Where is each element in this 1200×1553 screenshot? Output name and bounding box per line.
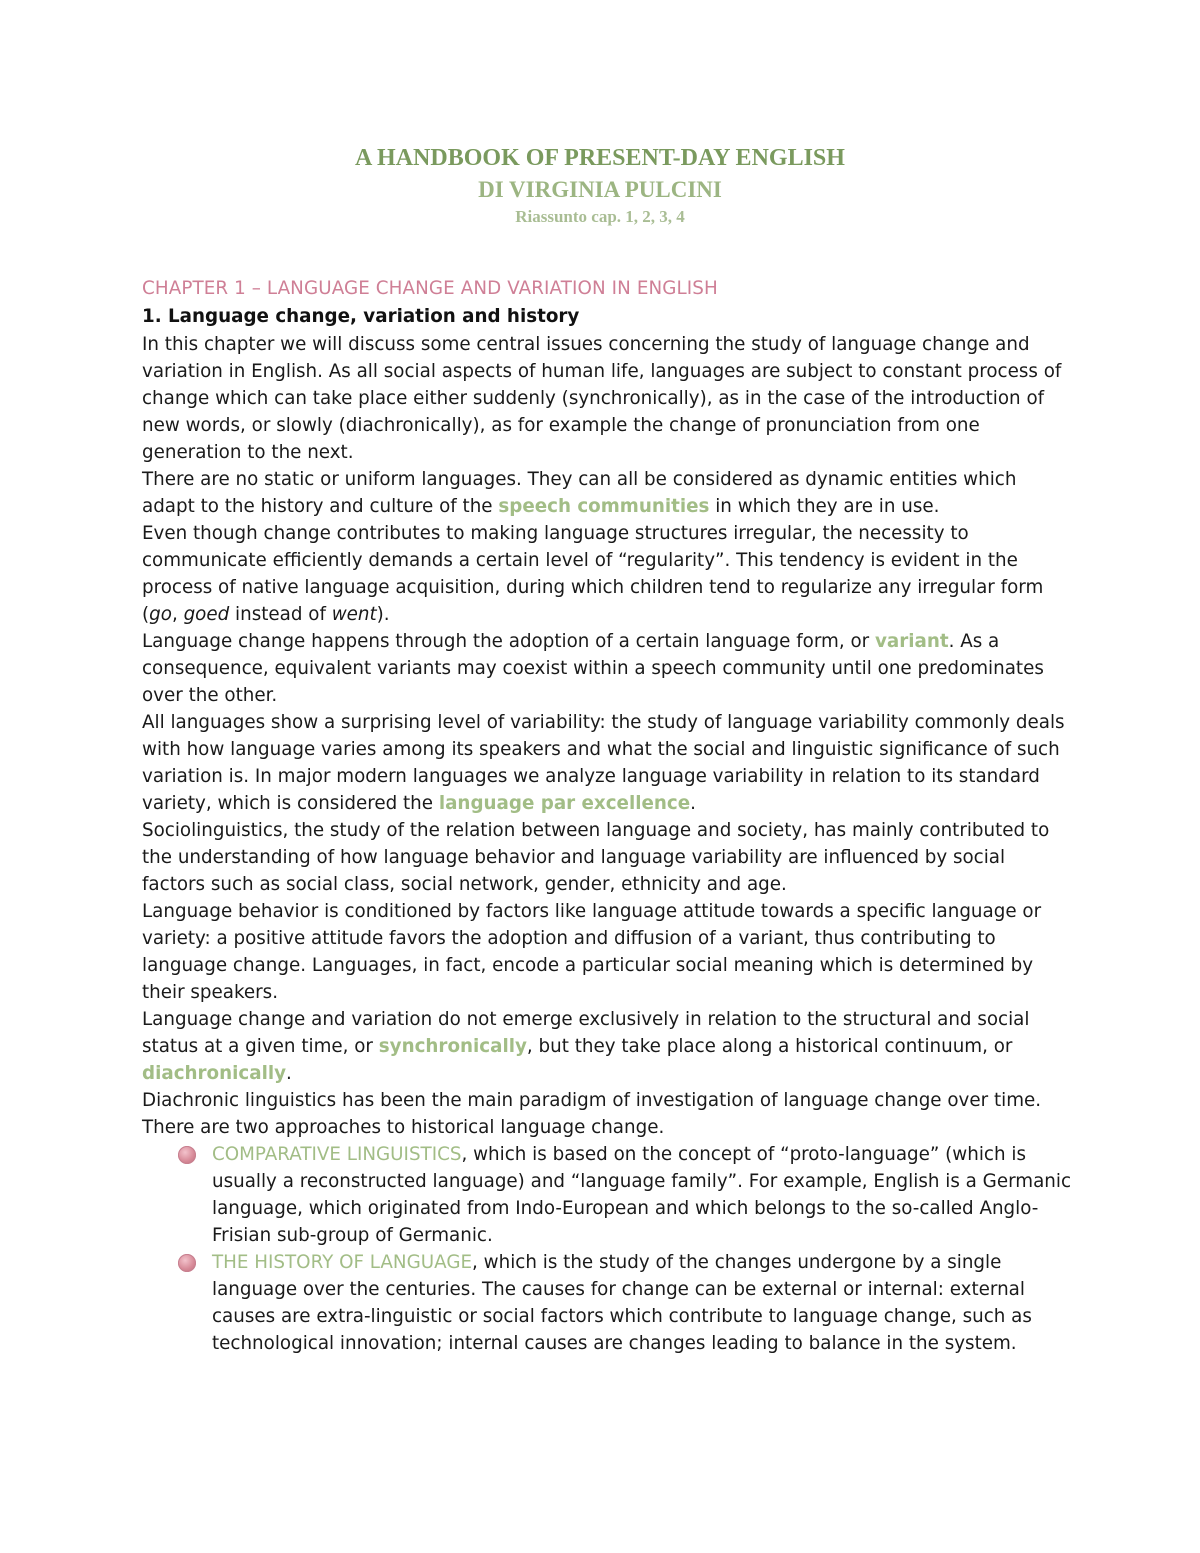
paragraph bbox=[142, 466, 1072, 520]
paragraph-text: There are no static or uniform languages. They can all be considered as dynamic entities which adapt to the history and culture of the bbox=[142, 469, 1017, 517]
paragraph-text: , but they take place along a historical continuum, or bbox=[526, 1036, 1013, 1057]
paragraph: In this chapter we will discuss some central issues concerning the study of language change and variation in English. As all social aspects of human life, languages are subject to constant process of change which can take place either suddenly (synchronically), as in the case of the introduction of new words, or slowly (diachronically), as for example the change of pronunciation from one generation to the next. bbox=[142, 334, 1062, 463]
paragraph-text: . As a consequence, equivalent variants may coexist within a speech community until one predominates over the other. bbox=[142, 631, 1044, 706]
paragraph-text: instead of bbox=[229, 604, 332, 625]
key-term: synchronically bbox=[378, 1036, 527, 1057]
paragraph bbox=[142, 628, 1072, 709]
list-item bbox=[142, 1141, 1072, 1249]
paragraph: Diachronic linguistics has been the main paradigm of investigation of language change over time. There are two approaches to historical language change. bbox=[142, 1090, 1042, 1138]
paragraph-text: Language change happens through the adoption of a certain language form, or bbox=[142, 631, 875, 652]
example-word: went bbox=[331, 604, 377, 625]
bullet-list bbox=[142, 1141, 1072, 1357]
paragraph-text: Language change and variation do not emerge exclusively in relation to the structural and social status at a given time, or bbox=[142, 1009, 1030, 1057]
key-term: speech communities bbox=[498, 496, 710, 517]
paragraph: Sociolinguistics, the study of the relation between language and society, has mainly contributed to the understanding of how language behavior and language variability are influenced by social factors such as social class, social network, gender, ethnicity and age. bbox=[142, 820, 1050, 895]
document-summary-note: Riassunto cap. 1, 2, 3, 4 bbox=[515, 207, 685, 226]
example-word: goed bbox=[183, 604, 230, 625]
document-author: DI VIRGINIA PULCINI bbox=[478, 177, 722, 202]
bullet-term: THE HISTORY OF LANGUAGE bbox=[212, 1252, 473, 1273]
document-body bbox=[142, 275, 1072, 1357]
paragraph-text: . bbox=[690, 793, 696, 814]
title-block bbox=[0, 143, 1200, 229]
paragraph-text: ). bbox=[376, 604, 390, 625]
document-title: A HANDBOOK OF PRESENT-DAY ENGLISH bbox=[355, 145, 845, 171]
bullet-text: , which is the study of the changes undergone by a single language over the centuries. The causes for change can be external or internal: external causes are extra-linguistic or social factors which contribute to language change, such as technological innovation; internal causes are changes leading to balance in the system. bbox=[212, 1252, 1032, 1354]
key-term: language par excellence bbox=[438, 793, 691, 814]
paragraph-text: Even though change contributes to making language structures irregular, the necessity to communicate efficiently demands a certain level of “regularity”. This tendency is evident in the process of native language acquisition, during which children tend to regularize any irregular form ( bbox=[142, 523, 1044, 625]
paragraph-text: All languages show a surprising level of variability: the study of language variability commonly deals with how language varies among its speakers and what the social and linguistic significance of such variation is. In major modern languages we analyze language variability in relation to its standard variety, which is considered the bbox=[142, 712, 1065, 814]
paragraph-text: in which they are in use. bbox=[709, 496, 940, 517]
pink-ball-bullet-icon bbox=[178, 1146, 196, 1164]
bullet-term: COMPARATIVE LINGUISTICS bbox=[212, 1144, 462, 1165]
chapter-heading: CHAPTER 1 – LANGUAGE CHANGE AND VARIATION IN ENGLISH bbox=[142, 278, 718, 299]
paragraph bbox=[142, 709, 1072, 817]
paragraph: Language behavior is conditioned by factors like language attitude towards a specific language or variety: a positive attitude favors the adoption and diffusion of a variant, thus contributing to language change. Languages, in fact, encode a particular social meaning which is determined by their speakers. bbox=[142, 901, 1042, 1003]
pink-ball-bullet-icon bbox=[178, 1254, 196, 1272]
paragraph bbox=[142, 1006, 1072, 1087]
paragraph-text: , bbox=[171, 604, 184, 625]
key-term: diachronically bbox=[142, 1063, 287, 1084]
section-heading: 1. Language change, variation and history bbox=[142, 306, 580, 327]
key-term: variant bbox=[874, 631, 949, 652]
bullet-text: , which is based on the concept of “proto-language” (which is usually a reconstructed language) and “language family”. For example, English is a Germanic language, which originated from Indo-European and which belongs to the so-called Anglo-Frisian sub-group of Germanic. bbox=[212, 1144, 1072, 1246]
paragraph bbox=[142, 520, 1072, 628]
paragraph-text: . bbox=[286, 1063, 292, 1084]
list-item bbox=[142, 1249, 1072, 1357]
example-word: go bbox=[149, 604, 172, 625]
